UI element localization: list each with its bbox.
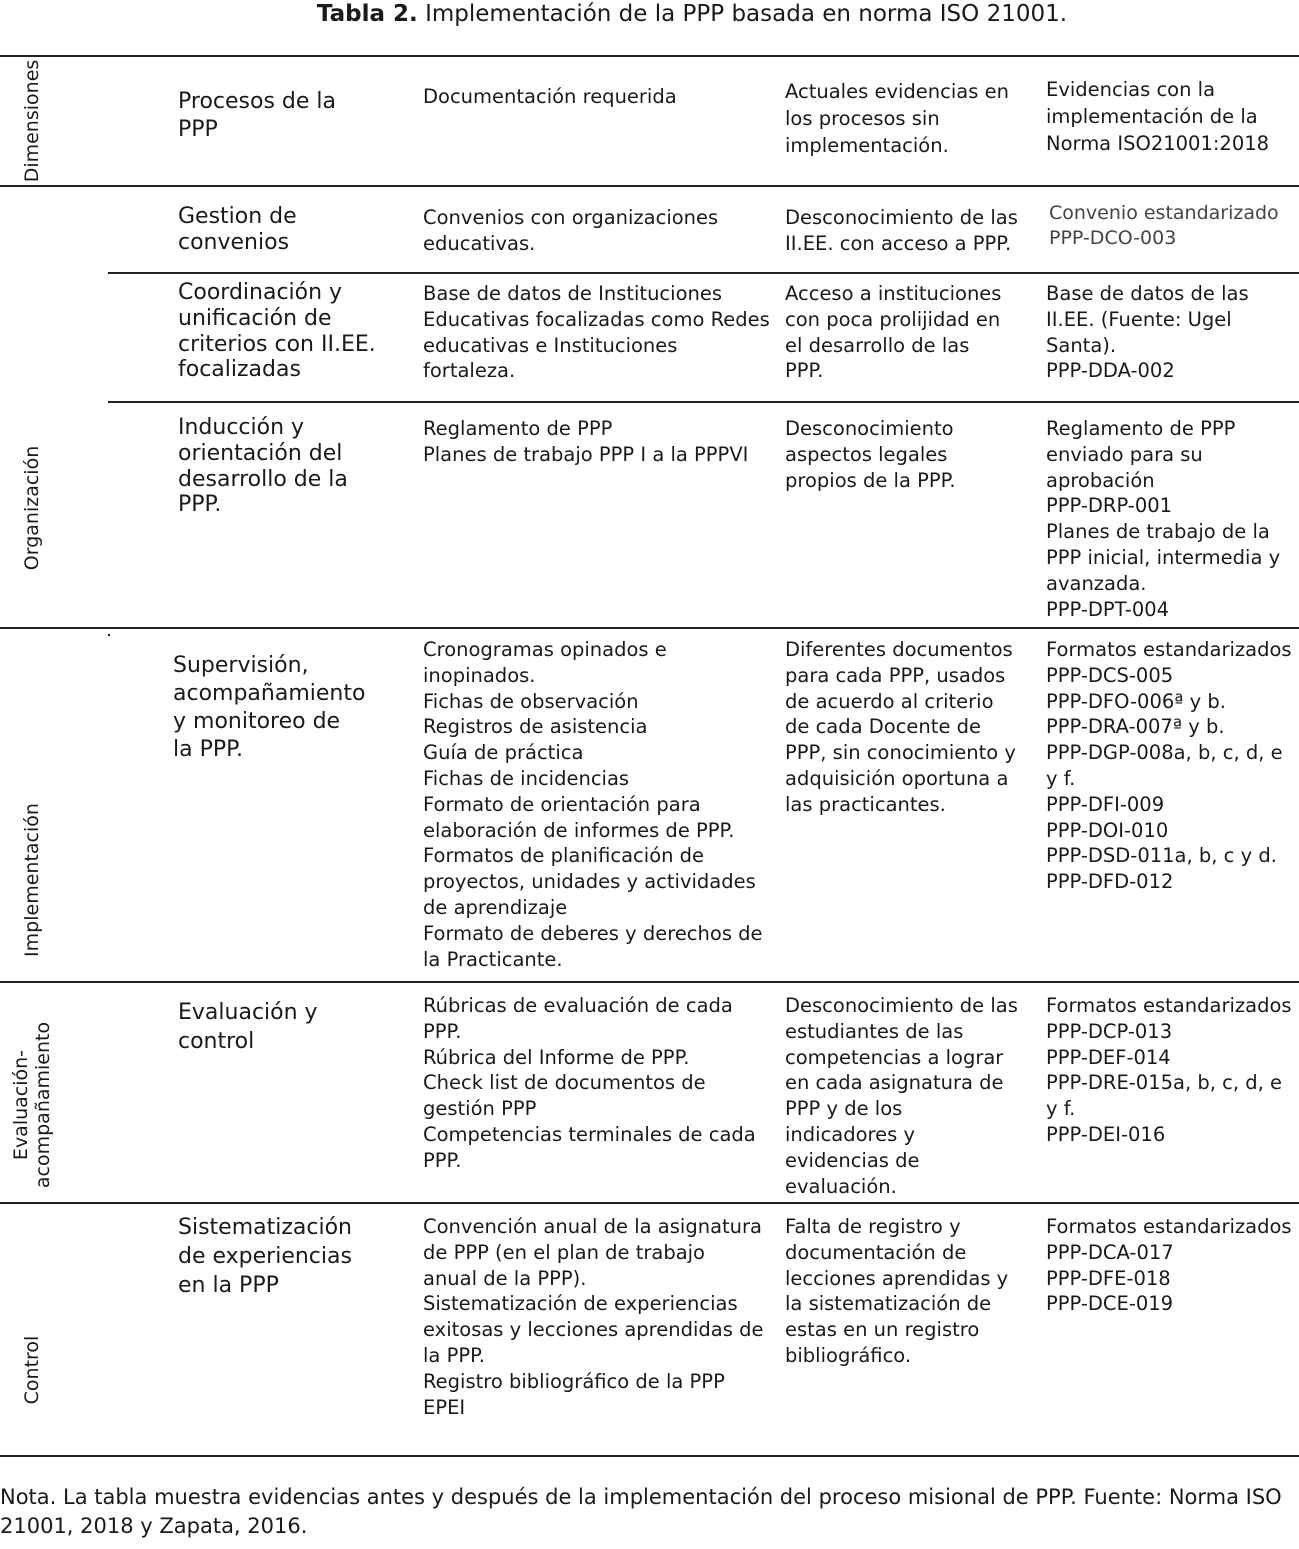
table-caption-text: Implementación de la PPP basada en norma ISO 21001. — [417, 1, 1068, 27]
header-actuales: Actuales evidencias en los procesos sin implementación. — [785, 80, 1009, 157]
row-5-actuales: Desconocimiento de las estudiantes de las competencias a lograr en cada asignatura de PPP y de los indicadores y evidencias de evaluación. — [785, 994, 1018, 1198]
row-3-documentacion: Reglamento de PPP Planes de trabajo PPP I a la PPPVI — [423, 417, 749, 466]
row-1-evidencias: Convenio estandarizado PPP-DCO-003 — [1049, 202, 1279, 249]
header-bottom-rule — [0, 185, 1299, 187]
row-4-evidencias: Formatos estandarizados PPP-DCS-005 PPP-DFO-006ª y b. PPP-DRA-007ª y b. PPP-DGP-008a, b, c, d, e y f. PPP-DFI-009 PPP-DOI-010 PPP-DSD-011a, b, c y d. PPP-DFD-012 — [1046, 638, 1292, 894]
row-6-actuales: Falta de registro y documentación de lecciones aprendidas y la sistematización de estas en un registro bibliográfico. — [785, 1215, 1009, 1367]
section-divider-control — [0, 1202, 1299, 1204]
table-caption — [0, 0, 1299, 28]
row-2-proceso: Coordinación y unificación de criterios con II.EE. focalizadas — [178, 280, 376, 383]
row-3-proceso: Inducción y orientación del desarrollo de la PPP. — [178, 415, 348, 518]
row-divider-1 — [108, 272, 1299, 274]
row-2-documentacion: Base de datos de Instituciones Educativas focalizadas como Redes educativas e Instituciones fortaleza. — [423, 282, 770, 383]
dimension-header-label: Dimensiones — [21, 59, 43, 183]
table-top-rule — [0, 55, 1299, 57]
dimension-implementacion — [0, 780, 64, 980]
row-5-proceso: Evaluación y control — [178, 1000, 318, 1054]
row-5-documentacion: Rúbricas de evaluación de cada PPP. Rúbrica del Informe de PPP. Check list de documentos de gestión PPP Competencias terminales de cada PPP. — [423, 994, 756, 1172]
dimension-organizacion — [0, 390, 64, 626]
row-6-evidencias: Formatos estandarizados PPP-DCA-017 PPP-DFE-018 PPP-DCE-019 — [1046, 1215, 1292, 1316]
dimension-implementacion-label: Implementación — [21, 803, 43, 957]
row-1-proceso: Gestion de convenios — [178, 204, 297, 255]
dimension-evaluacion — [0, 1021, 64, 1189]
row-2-actuales: Acceso a instituciones con poca prolijidad en el desarrollo de las PPP. — [785, 282, 1002, 383]
dimension-evaluacion-label: Evaluación- acompañamiento — [10, 1021, 54, 1189]
header-documentacion: Documentación requerida — [423, 85, 677, 108]
row-2-evidencias: Base de datos de las II.EE. (Fuente: Ugel Santa). PPP-DDA-002 — [1046, 282, 1249, 383]
row-divider-2 — [108, 401, 1299, 403]
table-caption-label: Tabla 2. — [316, 1, 418, 27]
table-note: Nota. La tabla muestra evidencias antes y después de la implementación del proceso misional de PPP. Fuente: Norma ISO 21001, 2018 y Zapata, 2016. — [0, 1485, 1282, 1538]
row-4-actuales: Diferentes documentos para cada PPP, usados de acuerdo al criterio de cada Docente de PPP, sin conocimiento y adquisición oportuna a las practicantes. — [785, 638, 1016, 816]
row-4-proceso: Supervisión, acompañamiento y monitoreo de la PPP. — [173, 653, 366, 762]
dimension-header — [0, 57, 64, 185]
table-bottom-rule — [0, 1455, 1299, 1457]
dimension-control — [0, 1320, 64, 1420]
dimension-control-label: Control — [21, 1335, 43, 1405]
section-divider-implementacion — [0, 627, 1299, 629]
section-divider-evaluacion — [0, 981, 1299, 983]
stray-dot — [108, 634, 110, 636]
row-4-documentacion: Cronogramas opinados e inopinados. Fichas de observación Registros de asistencia Guía de práctica Fichas de incidencias Formato de orientación para elaboración de informes de PPP. Formatos de planificación de proyectos, unidades y actividades de aprendizaje Formato de deberes y derechos de la Practicante. — [423, 638, 763, 971]
row-1-documentacion: Convenios con organizaciones educativas. — [423, 206, 719, 255]
row-6-documentacion: Convención anual de la asignatura de PPP (en el plan de trabajo anual de la PPP). Sistematización de experiencias exitosas y lecciones aprendidas de la PPP. Registro bibliográfico de la PPP EPEI — [423, 1215, 764, 1419]
header-proceso: Procesos de la PPP — [178, 89, 336, 142]
row-6-proceso: Sistematización de experiencias en la PPP — [178, 1215, 352, 1298]
row-5-evidencias: Formatos estandarizados PPP-DCP-013 PPP-DEF-014 PPP-DRE-015a, b, c, d, e y f. PPP-DEI-016 — [1046, 994, 1292, 1146]
dimension-organizacion-label: Organización — [21, 445, 43, 571]
row-1-actuales: Desconocimiento de las II.EE. con acceso a PPP. — [785, 206, 1018, 255]
header-evidencias: Evidencias con la implementación de la Norma ISO21001:2018 — [1046, 78, 1270, 155]
row-3-actuales: Desconocimiento aspectos legales propios de la PPP. — [785, 417, 956, 492]
row-3-evidencias: Reglamento de PPP enviado para su aprobación PPP-DRP-001 Planes de trabajo de la PPP inicial, intermedia y avanzada. PPP-DPT-004 — [1046, 417, 1281, 621]
